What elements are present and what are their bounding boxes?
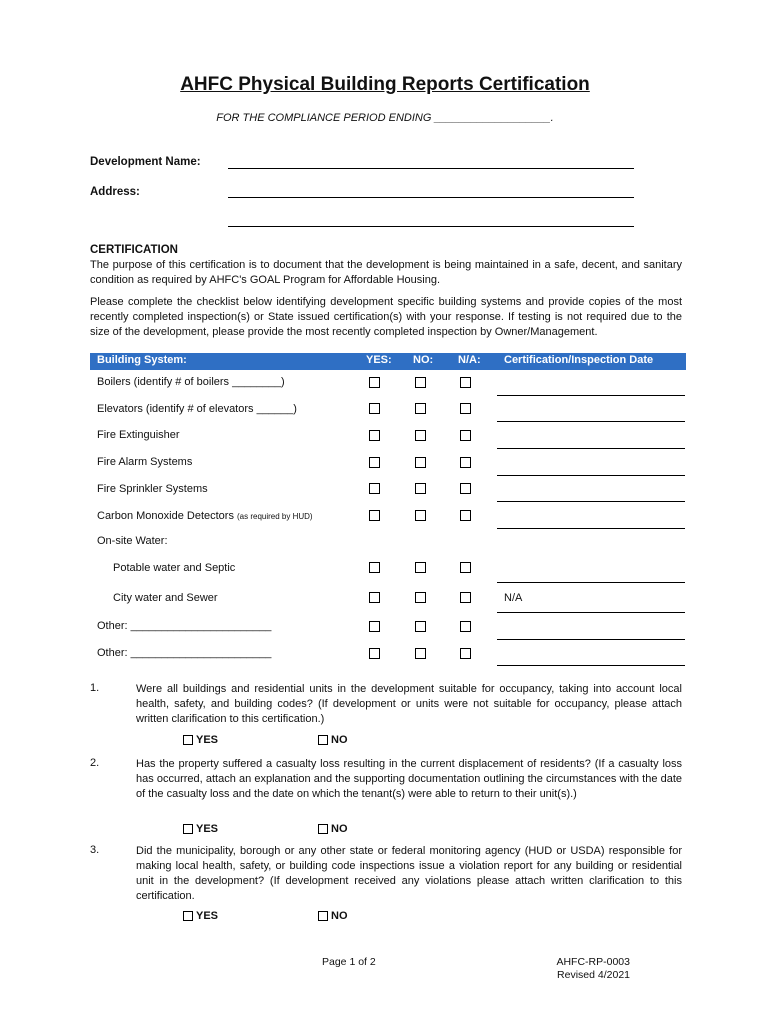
na-checkbox[interactable] (460, 403, 471, 414)
answer-no[interactable]: NO (318, 734, 348, 746)
yes-checkbox[interactable] (369, 648, 380, 659)
inspection-date-field[interactable] (497, 639, 685, 640)
yes-checkbox[interactable] (369, 430, 380, 441)
inspection-date-field[interactable] (497, 421, 685, 422)
answer-yes[interactable]: YES (183, 734, 218, 746)
table-row-label: Other: _______________________ (97, 620, 272, 632)
form-id: AHFC-RP-0003 (556, 956, 630, 968)
question-text: Has the property suffered a casualty loss resulting in the current displacement of residents? (If a casualty loss has occurred, attach an explanation and the supporting documentation outlining the circumstances with the date of the casualty loss and the date on which the tenant(s) were able to return to their unit(s).) (136, 758, 682, 800)
table-row-label: Carbon Monoxide Detectors (as required by HUD) (97, 510, 313, 522)
development-name-label: Development Name: (90, 156, 201, 168)
no-checkbox[interactable] (415, 592, 426, 603)
question-text: Did the municipality, borough or any other state or federal monitoring agency (HUD or USDA) responsible for making local health, safety, or building code inspections issue a violation report for any building or residential unit in the development? (If development received any violations please attach written clarification to this certification. (136, 845, 682, 902)
inspection-date-field[interactable] (497, 395, 685, 396)
table-row-label: Other: _______________________ (97, 647, 272, 659)
certification-purpose: The purpose of this certification is to document that the development is being maintained in a safe, decent, and sanitary condition as required by AHFC's GOAL Program for Affordable Housing. (90, 259, 682, 286)
no-checkbox[interactable] (415, 457, 426, 468)
table-row-label: Boilers (identify # of boilers ________) (97, 376, 285, 388)
table-row-label: Elevators (identify # of elevators ______) (97, 403, 297, 415)
address-label: Address: (90, 186, 140, 198)
inspection-date-field[interactable] (497, 612, 685, 613)
answer-yes[interactable]: YES (183, 823, 218, 835)
question-number: 1. (90, 682, 100, 694)
inspection-date-field[interactable] (497, 528, 685, 529)
header-yes: YES: (366, 354, 392, 366)
yes-checkbox[interactable] (369, 621, 380, 632)
yes-checkbox[interactable] (183, 911, 193, 921)
no-checkbox[interactable] (415, 621, 426, 632)
no-checkbox[interactable] (415, 483, 426, 494)
na-checkbox[interactable] (460, 648, 471, 659)
inspection-date-field[interactable] (497, 665, 685, 666)
yes-checkbox[interactable] (369, 483, 380, 494)
yes-checkbox[interactable] (183, 824, 193, 834)
answer-no[interactable]: NO (318, 910, 348, 922)
inspection-date-field[interactable] (497, 501, 685, 502)
na-checkbox[interactable] (460, 483, 471, 494)
na-checkbox[interactable] (460, 510, 471, 521)
table-row-label: Fire Extinguisher (97, 429, 180, 441)
inspection-date-field[interactable] (497, 582, 685, 583)
table-row-label: Potable water and Septic (113, 562, 236, 574)
inspection-date-value: N/A (504, 592, 523, 604)
address-field-line-1[interactable] (228, 197, 634, 198)
na-checkbox[interactable] (460, 592, 471, 603)
yes-checkbox[interactable] (369, 592, 380, 603)
question-number: 2. (90, 757, 100, 769)
onsite-water-label: On-site Water: (97, 535, 168, 547)
na-checkbox[interactable] (460, 457, 471, 468)
na-checkbox[interactable] (460, 562, 471, 573)
certification-instructions: Please complete the checklist below identifying development specific building systems and provide copies of the most recently completed inspection(s) or State issued certification(s) with your response. If testing is not required due to the size of the development, please provide the most recently completed inspection by Owner/Management. (90, 296, 682, 338)
header-building-system: Building System: (97, 354, 187, 366)
yes-checkbox[interactable] (369, 510, 380, 521)
table-row-label: Fire Sprinkler Systems (97, 483, 208, 495)
page-number: Page 1 of 2 (322, 956, 376, 968)
question-number: 3. (90, 844, 100, 856)
answer-yes[interactable]: YES (183, 910, 218, 922)
yes-checkbox[interactable] (183, 735, 193, 745)
no-checkbox[interactable] (415, 562, 426, 573)
na-checkbox[interactable] (460, 377, 471, 388)
row-note: (as required by HUD) (237, 512, 313, 521)
table-row-label: Fire Alarm Systems (97, 456, 193, 468)
header-no: NO: (413, 354, 434, 366)
inspection-date-field[interactable] (497, 448, 685, 449)
yes-checkbox[interactable] (369, 377, 380, 388)
yes-checkbox[interactable] (369, 562, 380, 573)
no-checkbox[interactable] (318, 911, 328, 921)
na-checkbox[interactable] (460, 430, 471, 441)
address-field-line-2[interactable] (228, 226, 634, 227)
header-na: N/A: (458, 354, 481, 366)
header-date: Certification/Inspection Date (504, 354, 654, 366)
page-title: AHFC Physical Building Reports Certification (180, 74, 590, 95)
yes-checkbox[interactable] (369, 457, 380, 468)
no-checkbox[interactable] (318, 824, 328, 834)
certification-heading: CERTIFICATION (90, 244, 178, 256)
development-name-field[interactable] (228, 168, 634, 169)
compliance-period-subtitle: FOR THE COMPLIANCE PERIOD ENDING ___________________. (216, 112, 554, 124)
no-checkbox[interactable] (415, 510, 426, 521)
no-checkbox[interactable] (318, 735, 328, 745)
question-text: Were all buildings and residential units in the development suitable for occupancy, taking into account local health, safety, and building codes? (If development or units were not suitable for occupancy, please attach written clarification to this certification.) (136, 683, 682, 725)
yes-checkbox[interactable] (369, 403, 380, 414)
answer-no[interactable]: NO (318, 823, 348, 835)
revision-date: Revised 4/2021 (557, 969, 630, 981)
no-checkbox[interactable] (415, 377, 426, 388)
na-checkbox[interactable] (460, 621, 471, 632)
table-row-label: City water and Sewer (113, 592, 218, 604)
inspection-date-field[interactable] (497, 475, 685, 476)
no-checkbox[interactable] (415, 648, 426, 659)
no-checkbox[interactable] (415, 430, 426, 441)
no-checkbox[interactable] (415, 403, 426, 414)
table-header (90, 353, 686, 370)
